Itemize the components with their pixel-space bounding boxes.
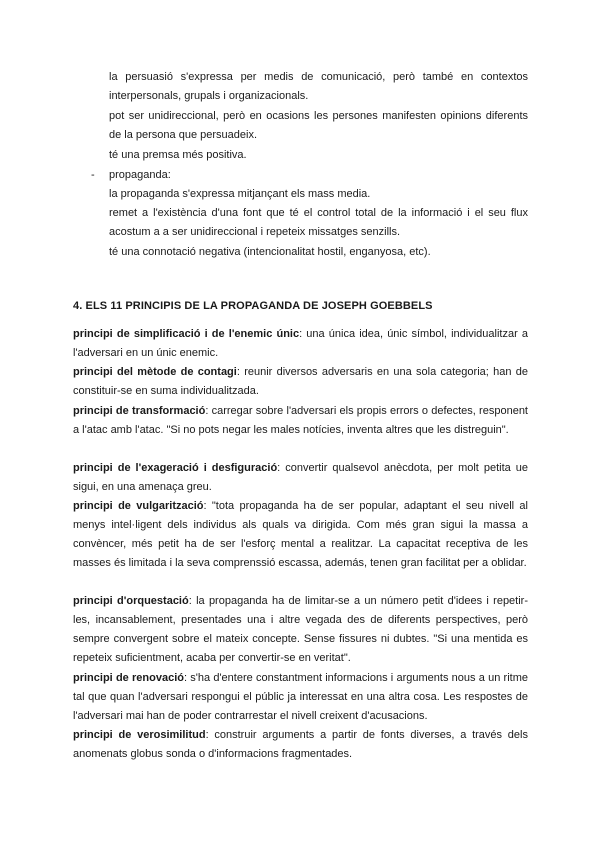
principle-name: principi del mètode de contagi [73,366,237,378]
principle-name: principi de transformació [73,405,206,417]
principle-name: principi de verosimilitud [73,729,206,741]
principle-name: principi de l'exageració i desfiguració [73,462,278,474]
intro-item: té una premsa més positiva. [109,149,247,161]
principle-paragraph [73,497,528,573]
list-dash: - [91,169,95,181]
intro-item: la persuasió s'expressa per medis de comunicació, però també en contextos interpersonals, grupals i organizacionals. [109,71,528,102]
propaganda-label: propaganda: [109,169,171,181]
principle-paragraph [73,325,528,363]
principle-text: : la propaganda ha de limitar-se a un número petit d'idees i repetir-les, incansablement, presentades una i altre vegada des de diferents perspectives, però sempre convergent sobre el mateix concepte. Sense fissures ni dubtes. "Si una mentida es repeteix suficientment, acaba per convertir-se en veritat". [73,595,528,664]
principle-paragraph [73,402,528,440]
principle-text: : una única idea, únic símbol, individualitzar a l'adversari en un únic enemic. [73,328,528,359]
principle-paragraph [73,363,528,401]
principle-text: : carregar sobre l'adversari els propis errors o defectes, responent a l'atac amb l'atac. "Si no pots negar les males notícies, inventa altres que les distreguin". [73,405,528,436]
principle-paragraph [73,669,528,726]
principle-paragraph [73,592,528,668]
propaganda-item: remet a l'existència d'una font que té el control total de la informació i el seu flux acostum a a ser unidireccional i repeteix missatges senzills. [109,207,528,238]
principle-text: : reunir diversos adversaris en una sola categoria; han de constituir-se en suma individualitzada. [73,366,528,397]
section-title: 4. ELS 11 PRINCIPIS DE LA PROPAGANDA DE JOSEPH GOEBBELS [73,300,433,312]
principle-name: principi d'orquestació [73,595,189,607]
propaganda-item: la propaganda s'expressa mitjançant els mass media. [109,188,371,200]
principle-text: : construir arguments a partir de fonts diverses, a través dels anomenats globus sonda o d'informacions fragmentades. [73,729,528,760]
intro-item: pot ser unidireccional, però en ocasions les persones manifesten opinions diferents de la persona que persuadeix. [109,110,528,141]
principle-name: principi de vulgarització [73,500,204,512]
principle-text: : "tota propaganda ha de ser popular, adaptant el seu nivell al menys intel·ligent dels individus als quals va dirigida. Com més gran sigui la massa a convèncer, més petit ha de ser l'esforç mental a realitzar. La capacitat receptiva de les masses és limitada i la seva comprenssió escassa, además, tenen gran facilitat per a oblidar. [73,500,528,569]
propaganda-item: té una connotació negativa (intencionalitat hostil, enganyosa, etc). [109,246,431,258]
principle-text: : convertir qualsevol anècdota, per molt petita ue sigui, en una amenaça greu. [73,462,529,493]
principle-text: : s'ha d'entere constantment informacions i arguments nous a un ritme tal que quan l'adversari respongui el públic ja interessat en una altra cosa. Les respostes de l'adversari mai han de poder contrarrestar el nivell creixent d'acusacions. [73,672,528,722]
principle-paragraph [73,726,528,764]
principle-paragraph [73,459,528,497]
principle-name: principi de simplificació i de l'enemic únic [73,328,300,340]
principle-name: principi de renovació [73,672,184,684]
